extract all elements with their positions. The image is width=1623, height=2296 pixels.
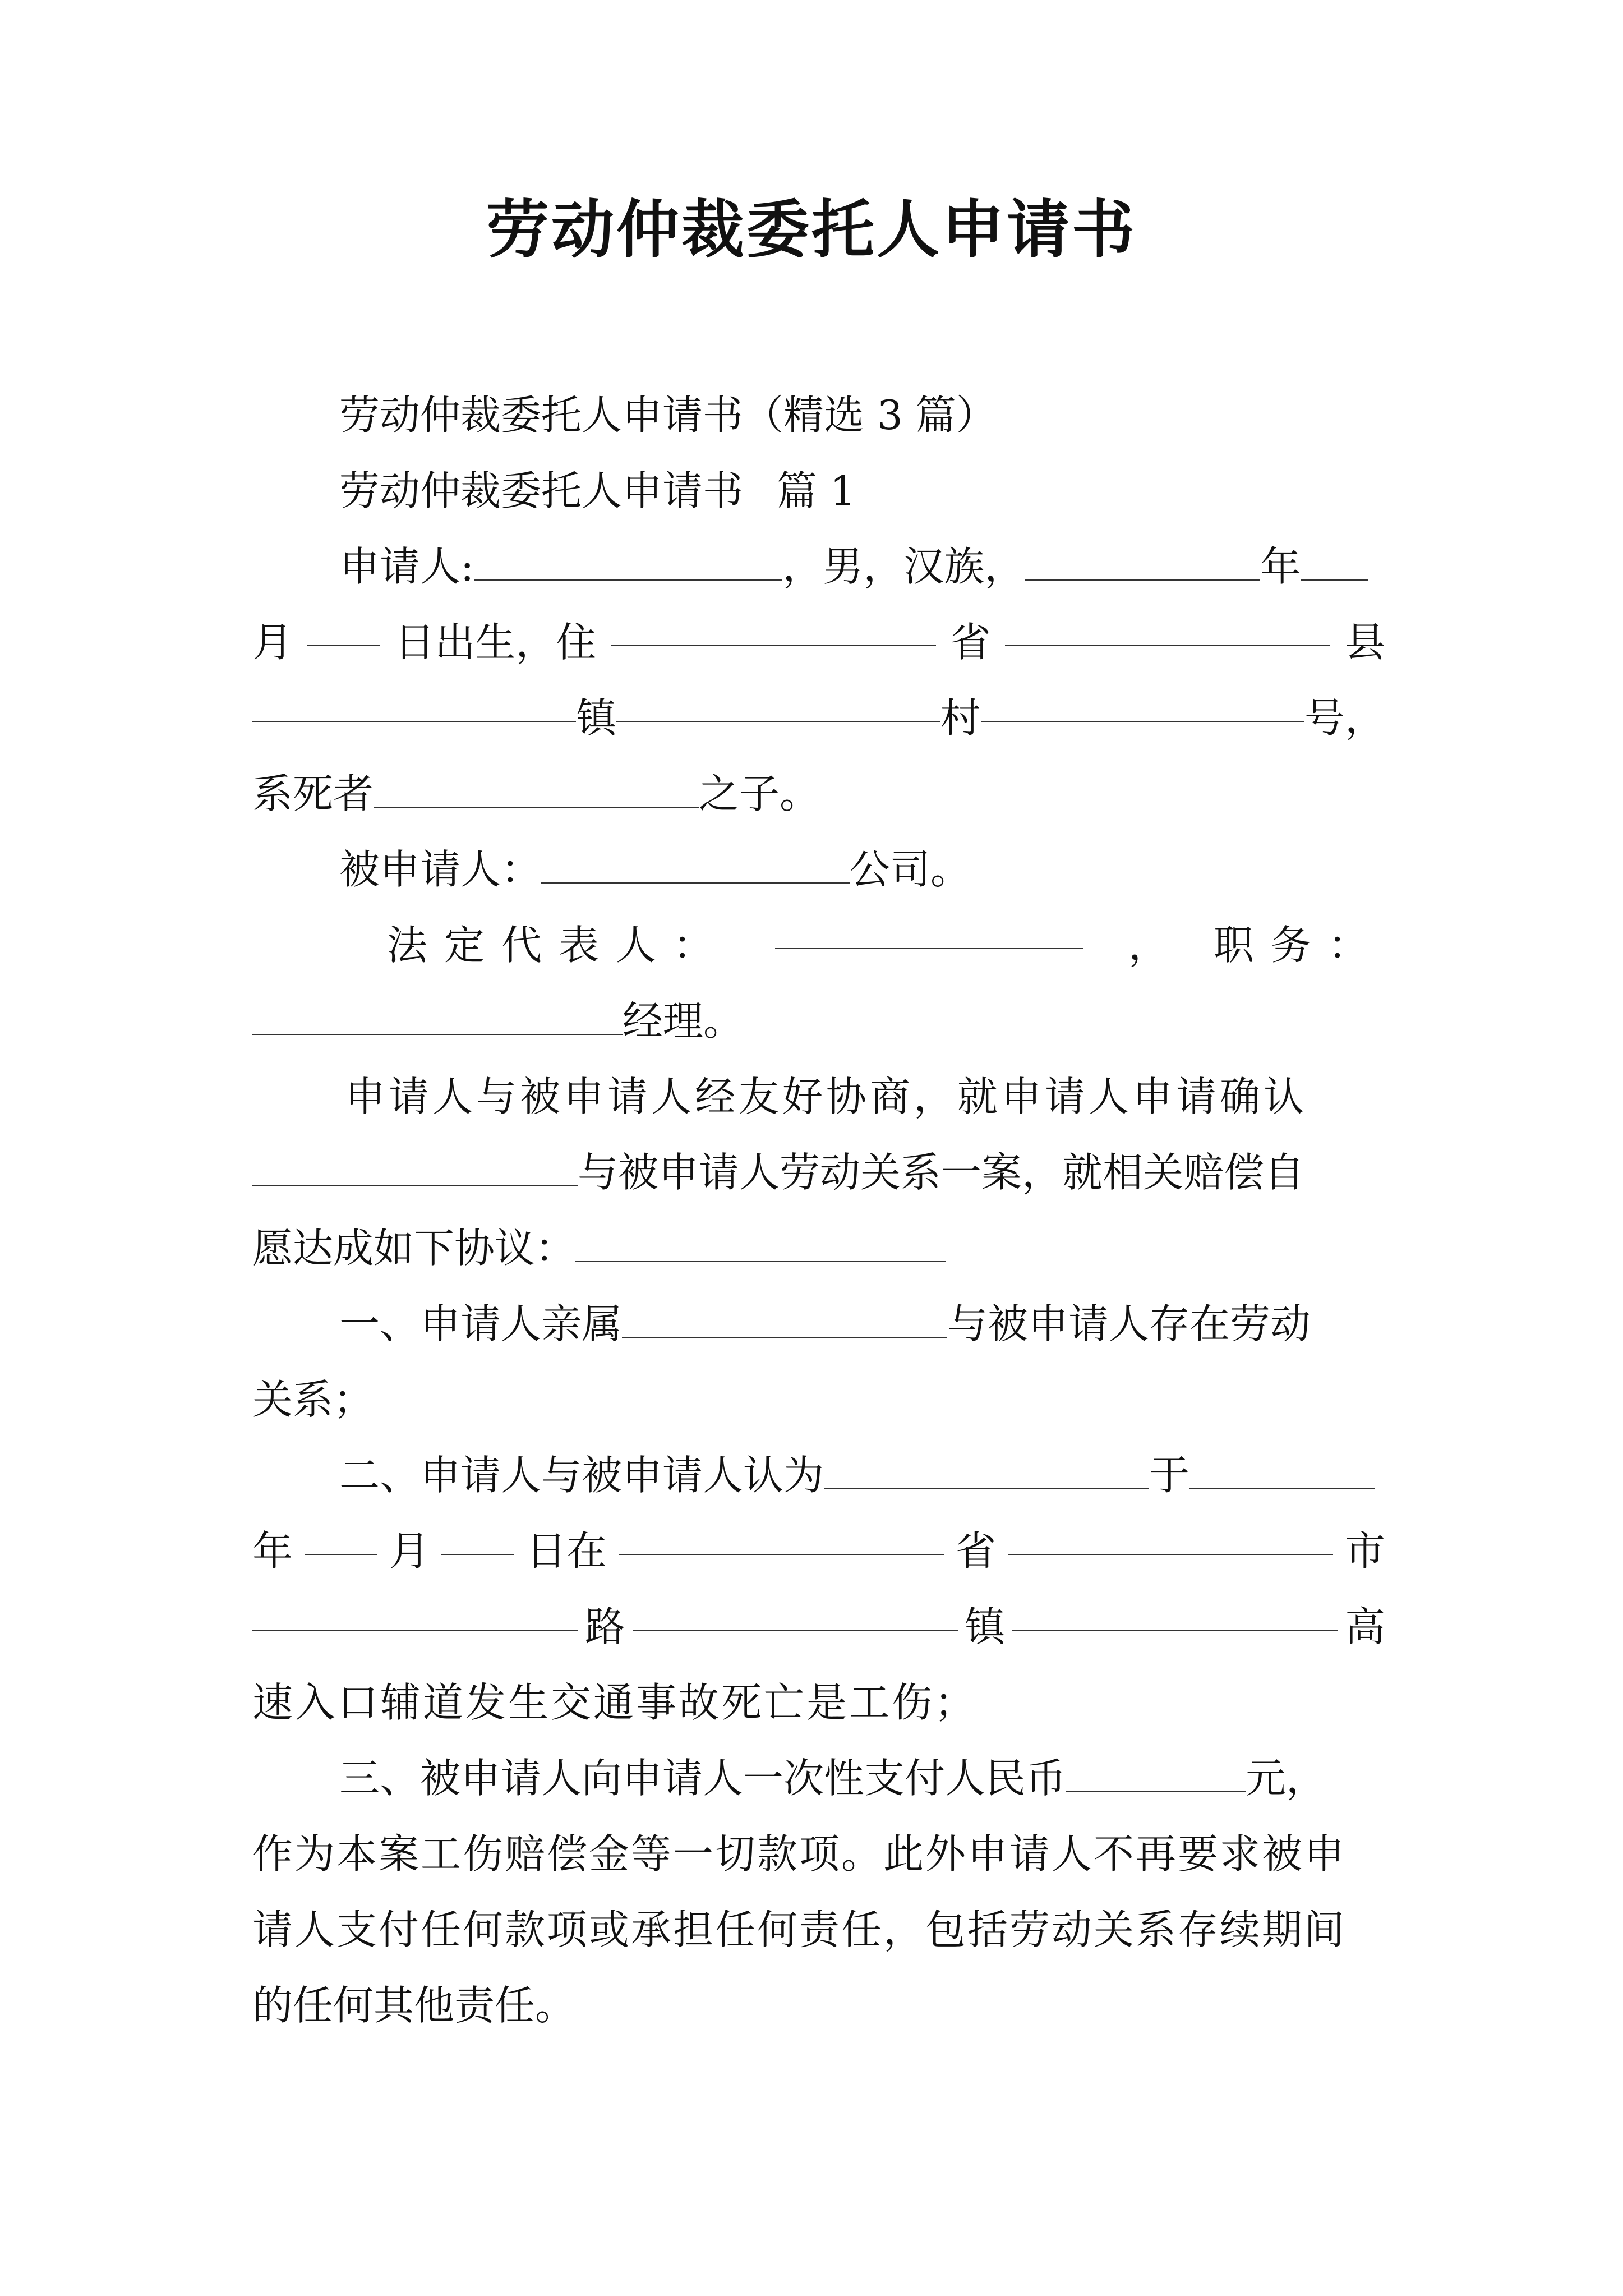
blank-agreement [575,1225,946,1262]
part-heading: 劳动仲裁委托人申请书 [339,467,744,514]
blank-birth-month [1301,543,1368,581]
applicant-gender: ，男，汉族， [782,543,1025,590]
county-char: 县 [1344,619,1385,666]
applicant-label: 申请人: [339,543,474,590]
item1-text-c: 关系； [252,1376,374,1423]
blank-accident-day [441,1517,514,1555]
village-char: 村 [940,694,981,742]
manager-text: 经理。 [623,997,744,1045]
subtitle-line [339,381,1385,449]
town-char-2: 镇 [965,1603,1006,1650]
deceased-line [252,760,1385,827]
document-title: 劳动仲裁委托人申请书 [486,193,1137,266]
respondent-label: 被申请人： [339,846,542,893]
blank-road [252,1593,578,1631]
item2-line-2 [252,1517,1385,1585]
blank-accident-province [619,1517,944,1555]
item3-text-a: 三、被申请人向申请人一次性支付人民币 [339,1755,1067,1802]
intro-text-1: 申请人与被申请人经友好协商，就申请人申请确认 [345,1073,1308,1120]
year-char-2: 年 [252,1527,293,1575]
address-line-1 [252,609,1385,676]
blank-relation-person [252,1149,578,1186]
blank-town [252,684,576,722]
province-char-2: 省 [955,1527,996,1575]
part-heading-line [339,457,1385,524]
item2-text-end: 速入口辅道发生交通事故死亡是工伤； [252,1679,978,1726]
item3-line-1 [339,1745,1385,1812]
item2-line-4 [252,1669,1385,1736]
city-char: 市 [1344,1527,1385,1575]
blank-highway [1012,1593,1338,1631]
day-born: 日出生，住 [394,619,597,666]
blank-birth-day [307,609,380,646]
blank-legal-rep [775,912,1083,949]
intro-line-2 [252,1139,1385,1206]
blank-accident-town [633,1593,958,1631]
son-of-suffix: 之子。 [699,770,820,817]
blank-village [616,684,940,722]
item1-text-a: 一、申请人亲属 [339,1300,623,1347]
blank-position [252,997,623,1035]
part-label: 篇 1 [777,467,856,514]
position-line [252,987,1385,1055]
month-char-2: 月 [389,1527,430,1575]
intro-line-1 [345,1063,1385,1130]
province-char: 省 [950,619,991,666]
blank-house-number [981,684,1304,722]
position-label: 职务： [1213,922,1385,969]
blank-deceased-name [374,770,699,808]
number-char: 号， [1304,694,1385,742]
item3-text-b: 元， [1246,1755,1327,1802]
blank-amount [1066,1755,1246,1792]
respondent-company: 公司。 [850,846,971,893]
year-char: 年 [1260,543,1301,590]
day-at: 日在 [525,1527,607,1575]
item1-line-1 [339,1290,1385,1358]
item3-line-2 [252,1820,1385,1888]
blank-province [611,609,936,646]
item1-line-2 [252,1366,1385,1433]
item2-line-3 [252,1593,1385,1660]
item3-line-3 [252,1896,1385,1963]
blank-relative [622,1300,947,1338]
high-char: 高 [1344,1603,1385,1650]
item3-text-4: 的任何其他责任。 [252,1982,576,2029]
legal-rep-label: 法定代表人： [387,922,731,969]
blank-applicant-name [474,543,782,581]
subtitle: 劳动仲裁委托人申请书（精选 3 篇） [339,392,997,439]
blank-deceased [824,1452,1149,1489]
item3-text-2: 作为本案工伤赔偿金等一切款项。此外申请人不再要求被申 [252,1830,1347,1878]
intro-text-3: 愿达成如下协议： [252,1225,576,1272]
legal-rep-line [387,912,1385,979]
son-of-prefix: 系死者 [252,770,374,817]
town-char: 镇 [576,694,617,742]
address-line-2 [252,684,1385,752]
item2-line-1 [339,1442,1385,1509]
blank-birth-year [1025,543,1260,581]
legal-rep-comma: ， [1128,922,1169,969]
blank-accident-year [1189,1452,1375,1489]
item3-line-4 [252,1972,1385,2039]
month-char: 月 [252,619,293,666]
road-char: 路 [584,1603,625,1650]
item1-text-b: 与被申请人存在劳动 [947,1300,1311,1347]
blank-county [1005,609,1330,646]
item3-text-3: 请人支付任何款项或承担任何责任，包括劳动关系存续期间 [252,1906,1347,1953]
blank-accident-month [305,1517,377,1555]
blank-respondent-name [541,846,850,884]
item2-text-b: 于 [1149,1452,1190,1499]
intro-text-2: 与被申请人劳动关系一案，就相关赔偿自 [578,1149,1305,1196]
respondent-line [339,836,1385,903]
item2-text-a: 二、申请人与被申请人认为 [339,1452,824,1499]
blank-accident-city [1008,1517,1333,1555]
intro-line-3 [252,1214,1385,1282]
applicant-line [339,533,1385,600]
